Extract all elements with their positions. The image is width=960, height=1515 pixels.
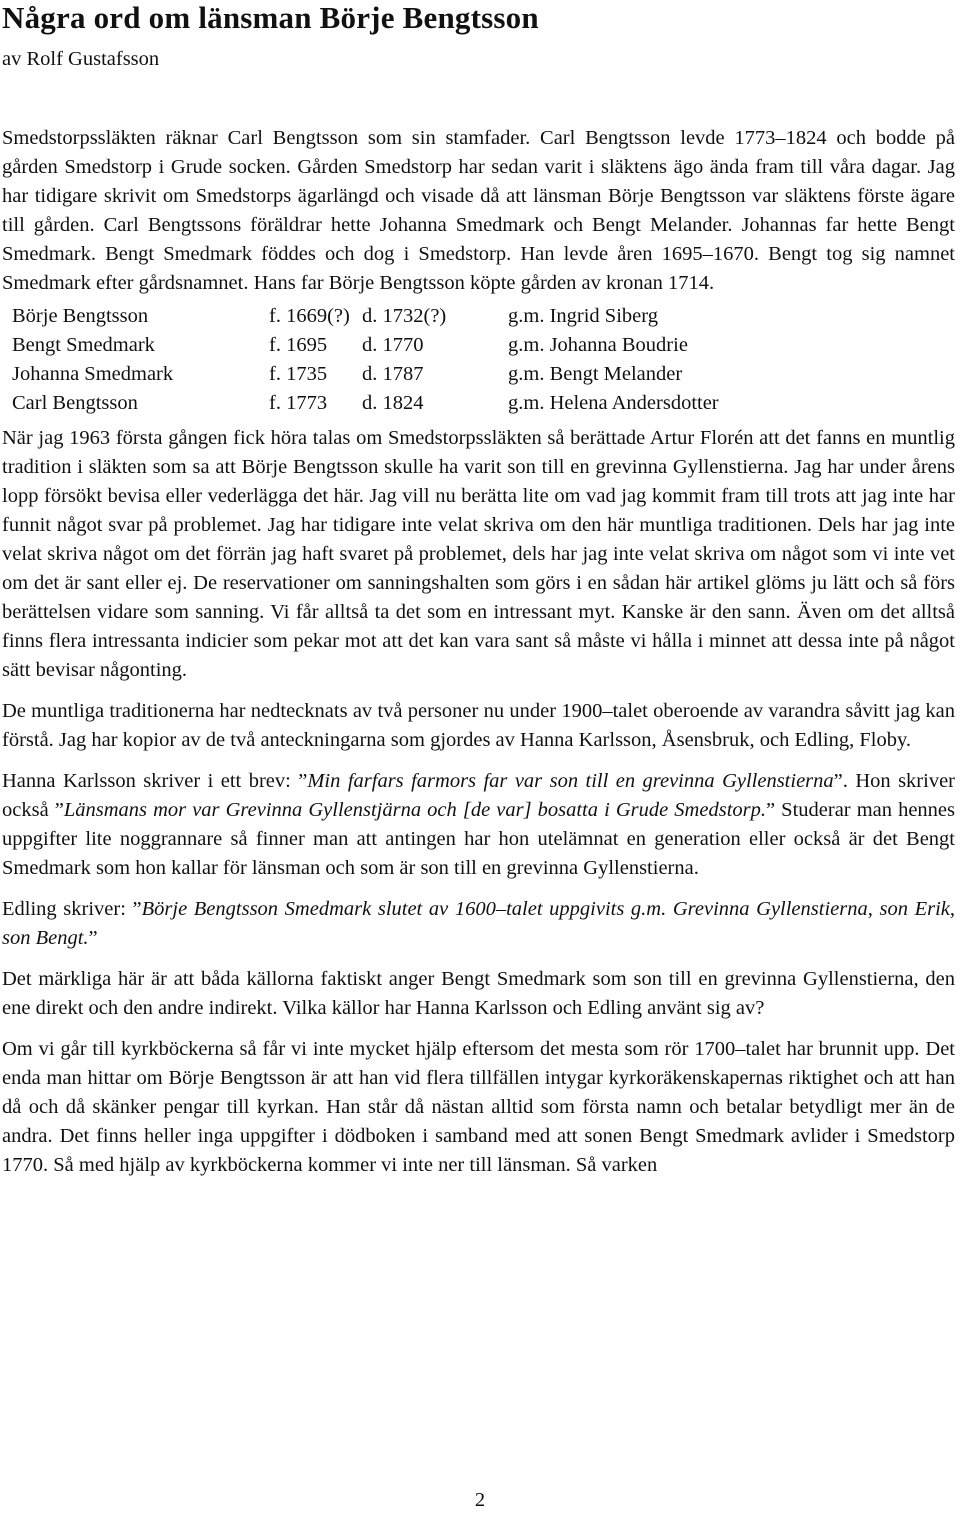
paragraph-sources: De muntliga traditionerna har nedtecknats av två personer nu under 1900–talet oberoende av varandra såvitt jag kan förstå. Jag har kopior av de två anteckningarna som gjordes av Hanna Karlsson, Åsensbruk, och Edling, Floby.	[2, 700, 955, 751]
person-name: Bengt Smedmark	[12, 334, 155, 356]
article-title: Några ord om länsman Börje Bengtsson	[2, 0, 539, 35]
genealogy-table	[12, 302, 808, 418]
quote-text: Min farfars farmors far var son till en grevinna Gyllenstierna	[307, 770, 834, 792]
person-name: Carl Bengtsson	[12, 392, 138, 414]
spouse: g.m. Johanna Boudrie	[508, 334, 688, 356]
text-run: ” Studerar man hennes uppgifter lite noggrannare så finner man att antingen har hon utelämnat en generation eller också är det Bengt Smedmark som hon kallar för länsman och som är son till en grevinna Gyllenstierna.	[2, 799, 955, 879]
paragraph-hanna-karlsson	[2, 767, 955, 883]
spouse: g.m. Bengt Melander	[508, 363, 683, 385]
paragraph-intro: Smedstorpssläkten räknar Carl Bengtsson som sin stamfader. Carl Bengtsson levde 1773–1824 och bodde på gården Smedstorp i Grude socken. Gården Smedstorp har sedan varit i släktens ägo ända fram till våra dagar. Jag har tidigare skrivit om Smedstorps ägarlängd och visade då att länsman Börje Bengtsson var släktens förste ägare till gården. Carl Bengtssons föräldrar hette Johanna Smedmark och Bengt Melander. Johannas far hette Bengt Smedmark. Bengt Smedmark föddes och dog i Smedstorp. Han levde åren 1695–1670. Bengt tog sig namnet Smedmark efter gårdsnamnet. Hans far Börje Bengtsson köpte gården av kronan 1714.	[2, 127, 955, 294]
article-byline: av Rolf Gustafsson	[2, 48, 160, 70]
text-run: Edling skriver: ”	[2, 898, 142, 920]
spouse: g.m. Helena Andersdotter	[508, 392, 719, 414]
person-name: Börje Bengtsson	[12, 305, 149, 327]
text-run: Hanna Karlsson skriver i ett brev: ”	[2, 770, 308, 792]
person-name: Johanna Smedmark	[12, 363, 174, 385]
birth-year: f. 1773	[269, 392, 328, 414]
paragraph-comparison: Det märkliga här är att båda källorna faktiskt anger Bengt Smedmark som son till en grevinna Gyllenstierna, den ene direkt och den andre indirekt. Vilka källor har Hanna Karlsson och Edling använt sig av?	[2, 968, 955, 1019]
death-year: d. 1732(?)	[362, 305, 447, 327]
table-row	[12, 389, 808, 418]
paragraph-church-books: Om vi går till kyrkböckerna så får vi inte mycket hjälp eftersom det mesta som rör 1700–talet har brunnit upp. Det enda man hittar om Börje Bengtsson är att han vid flera tillfällen intygar kyrkoräkenskapernas riktighet och att han då och då skänker pengar till kyrkan. Han står då nästan alltid som första namn och betalar betydligt mer än de andra. Det finns heller inga uppgifter i dödboken i samband med att sonen Bengt Smedmark avlider i Smedstorp 1770. Så med hjälp av kyrkböckerna kommer vi inte ner till länsman. Så varken	[2, 1038, 955, 1176]
text-run: ”. Hon skriver också ”	[2, 770, 955, 821]
spouse: g.m. Ingrid Siberg	[508, 305, 658, 327]
page-number: 2	[474, 1489, 486, 1511]
table-row	[12, 360, 808, 389]
death-year: d. 1787	[362, 363, 424, 385]
birth-year: f. 1695	[269, 334, 328, 356]
paragraph-edling	[2, 895, 955, 953]
document-page	[2, 0, 955, 1180]
quote-text: Länsmans mor var Grevinna Gyllenstjärna och [de var] bosatta i Grude Smedstorp.	[63, 799, 766, 821]
birth-year: f. 1735	[269, 363, 328, 385]
birth-year: f. 1669(?)	[269, 305, 350, 327]
text-run: ”	[88, 927, 98, 949]
death-year: d. 1824	[362, 392, 424, 414]
table-row	[12, 331, 808, 360]
death-year: d. 1770	[362, 334, 424, 356]
quote-text: Börje Bengtsson Smedmark slutet av 1600–talet uppgivits g.m. Grevinna Gyllenstierna, son Erik, son Bengt.	[2, 898, 955, 949]
paragraph-oral-tradition: När jag 1963 första gången fick höra talas om Smedstorpssläkten så berättade Artur Florén att det fanns en muntlig tradition i släkten som sa att Börje Bengtsson skulle ha varit son till en grevinna Gyllenstierna. Jag har under årens lopp försökt bevisa eller vederlägga det här. Jag vill nu berätta lite om vad jag kommit fram till trots att jag inte har funnit något svar på problemet. Jag har tidigare inte velat skriva om den här muntliga traditionen. Dels har jag inte velat skriva något om det förrän jag haft svaret på problemet, dels har jag inte velat skriva om något som vi inte vet om det är sant eller ej. De reservationer om sanningshalten som görs i en sådan här artikel glöms ju lätt och så förs berättelsen vidare som sanning. Vi får alltså ta det som en intressant myt. Kanske är den sann. Även om det alltså finns flera intressanta indicier som pekar mot att det kan vara sant så måste vi hålla i minnet att dessa inte på något sätt bevisar någonting.	[2, 427, 955, 681]
table-row	[12, 302, 808, 331]
